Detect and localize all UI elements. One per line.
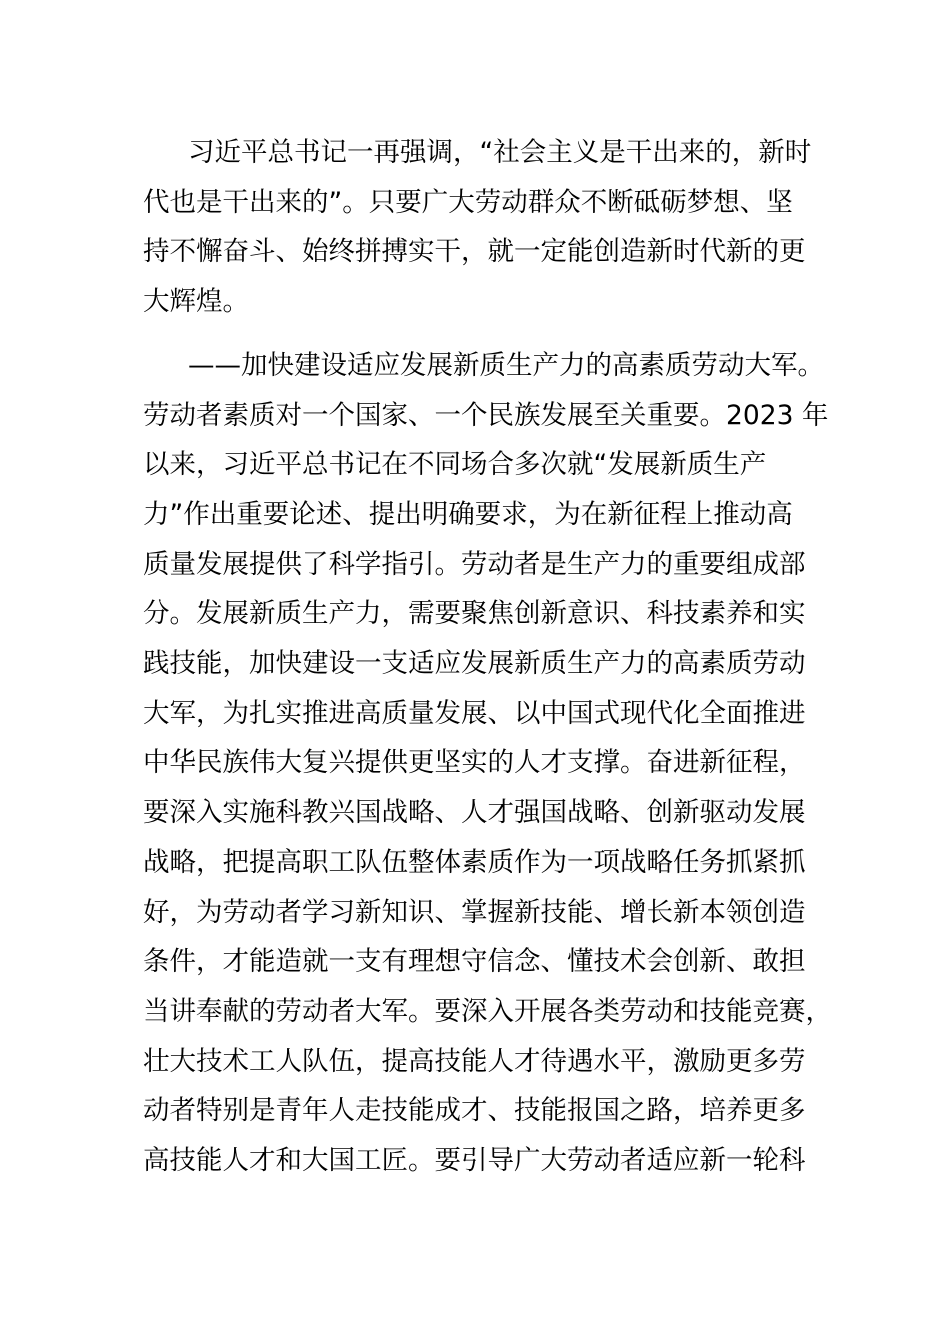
paragraph-line: ——加快建设适应发展新质生产力的高素质劳动大军。 [188, 349, 824, 381]
paragraph-line: 条件，才能造就一支有理想守信念、懂技术会创新、敢担 [143, 946, 806, 978]
paragraph-line: 代也是干出来的”。只要广大劳动群众不断砥砺梦想、坚 [143, 186, 793, 218]
paragraph-line: 战略，把提高职工队伍整体素质作为一项战略任务抓紧抓 [143, 846, 806, 878]
paragraph-line: 劳动者素质对一个国家、一个民族发展至关重要。2023 年 [143, 399, 829, 431]
paragraph-line: 当讲奉献的劳动者大军。要深入开展各类劳动和技能竞赛， [143, 995, 832, 1027]
paragraph-line: 大军，为扎实推进高质量发展、以中国式现代化全面推进 [143, 697, 806, 729]
paragraph-line: 好，为劳动者学习新知识、掌握新技能、增长新本领创造 [143, 896, 806, 928]
document-body [143, 128, 832, 1186]
paragraph-line: 壮大技术工人队伍，提高技能人才待遇水平，激励更多劳 [143, 1045, 806, 1077]
paragraph-line: 以来，习近平总书记在不同场合多次就“发展新质生产 [143, 449, 767, 481]
paragraph-line: 质量发展提供了科学指引。劳动者是生产力的重要组成部 [143, 548, 806, 580]
paragraph-1 [143, 128, 811, 327]
paragraph-line: 高技能人才和大国工匠。要引导广大劳动者适应新一轮科 [143, 1145, 806, 1177]
paragraph-line: 大辉煌。 [143, 286, 249, 318]
paragraph-line: 分。发展新质生产力，需要聚焦创新意识、科技素养和实 [143, 598, 806, 630]
paragraph-line: 践技能，加快建设一支适应发展新质生产力的高素质劳动 [143, 648, 806, 680]
paragraph-line: 力”作出重要论述、提出明确要求，为在新征程上推动高 [143, 498, 793, 530]
paragraph-line: 要深入实施科教兴国战略、人才强国战略、创新驱动发展 [143, 797, 806, 829]
paragraph-line: 持不懈奋斗、始终拼搏实干，就一定能创造新时代新的更 [143, 236, 806, 268]
paragraph-2 [143, 341, 832, 1186]
paragraph-line: 习近平总书记一再强调，“社会主义是干出来的，新时 [188, 137, 812, 168]
paragraph-line: 动者特别是青年人走技能成才、技能报国之路，培养更多 [143, 1095, 806, 1127]
paragraph-line: 中华民族伟大复兴提供更坚实的人才支撑。奋进新征程， [143, 747, 806, 779]
